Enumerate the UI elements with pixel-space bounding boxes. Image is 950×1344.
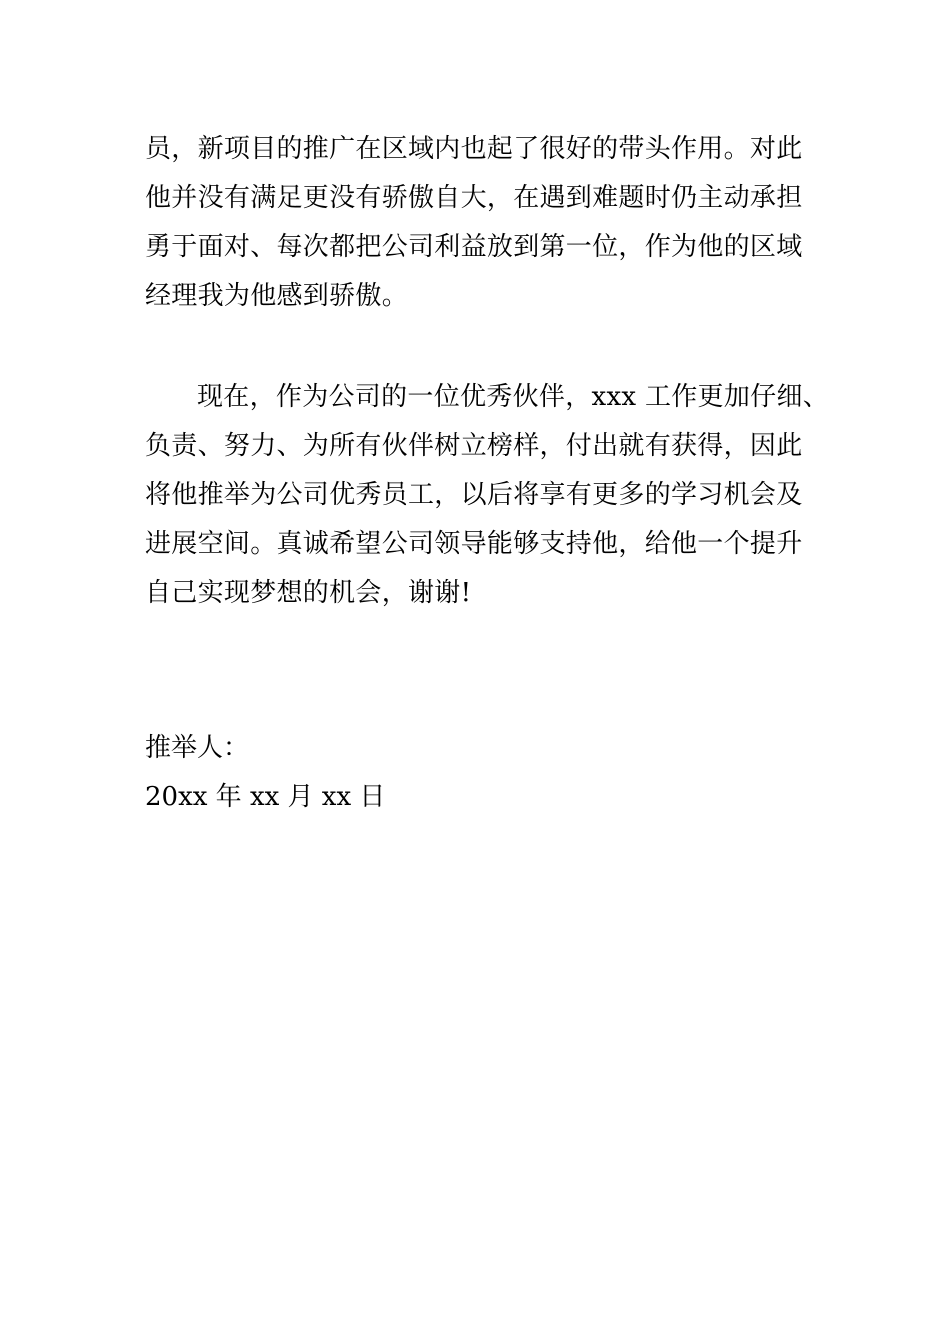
paragraph-line: 现在，作为公司的一位优秀伙伴，xxx 工作更加仔细、 <box>197 382 830 412</box>
paragraph-line: 负责、努力、为所有伙伴树立榜样，付出就有获得，因此 <box>145 431 803 461</box>
nominator-label: 推举人： <box>145 733 250 763</box>
paragraph-line: 进展空间。真诚希望公司领导能够支持他，给他一个提升 <box>145 529 803 559</box>
paragraph-line: 自己实现梦想的机会，谢谢! <box>145 578 472 608</box>
paragraph-line: 员，新项目的推广在区域内也起了很好的带头作用。对此 <box>145 134 803 164</box>
paragraph-line: 勇于面对、每次都把公司利益放到第一位，作为他的区域 <box>145 232 803 262</box>
paragraph-2 <box>145 373 830 618</box>
paragraph-1 <box>145 125 807 321</box>
paragraph-line: 将他推举为公司优秀员工，以后将享有更多的学习机会及 <box>145 480 803 510</box>
paragraph-line: 经理我为他感到骄傲。 <box>145 281 409 311</box>
signature-date: 20xx 年 xx 月 xx 日 <box>145 782 386 812</box>
paragraph-line: 他并没有满足更没有骄傲自大，在遇到难题时仍主动承担 <box>145 183 803 213</box>
